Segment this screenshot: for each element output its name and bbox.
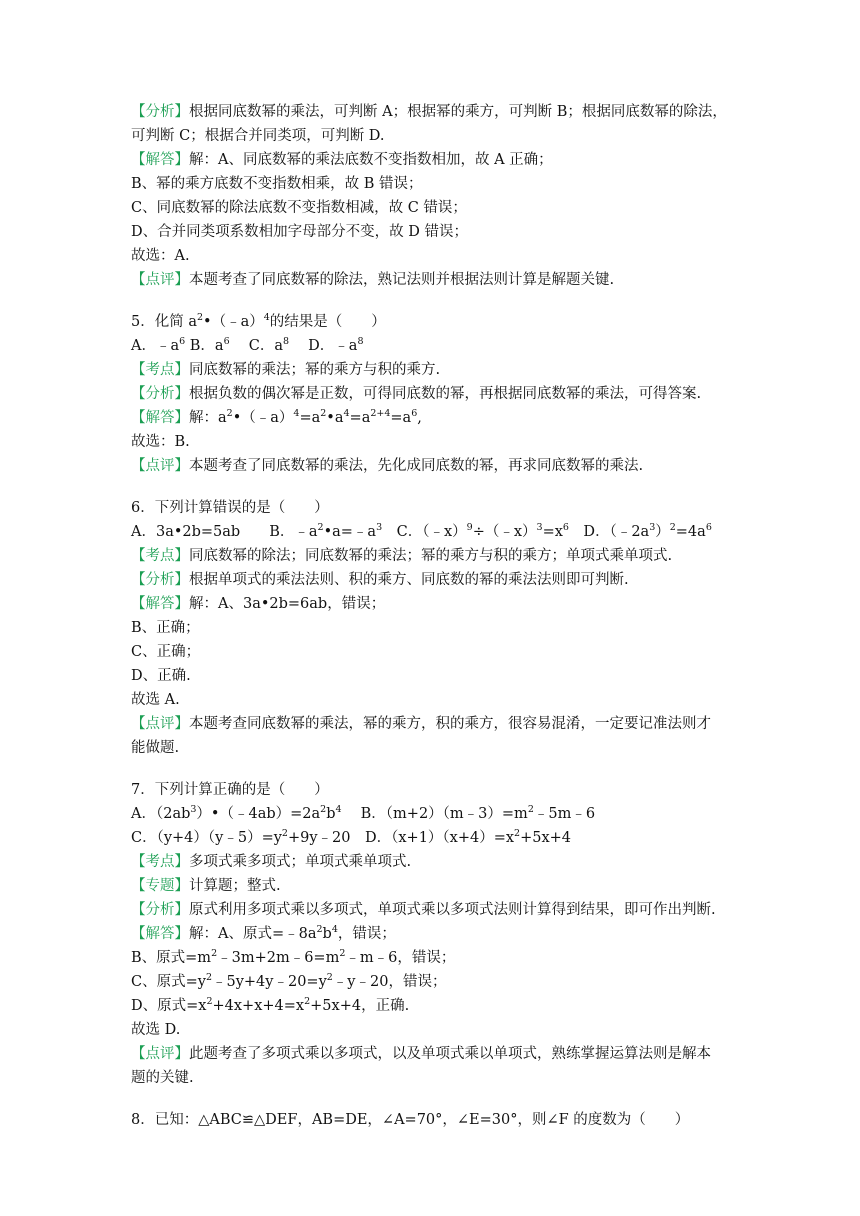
answer-tag: 【解答】: [131, 410, 189, 426]
q7-topic-line: 【专题】计算题；整式.: [131, 878, 281, 894]
q7-answer-line-3: C、原式$=y^2﹣5y+4y﹣20=y^2﹣y﹣20$，错误；: [131, 972, 447, 990]
q4-answer-line-3: C、同底数幂的除法底数不变指数相减，故 C 错误；: [131, 200, 467, 216]
q6-options: A．3a•2b=5ab B．$﹣a^2•a=﹣a^3$ C．$(﹣x)^9\div(﹣x)^3=x^6$ D．$(﹣2a^3)^2=4a^6$: [131, 522, 712, 540]
analysis-tag: 【分析】: [131, 386, 189, 402]
q6-answer-line-3: C、正确；: [131, 644, 201, 660]
q4-analysis-text-2: 可判断 C；根据合并同类项，可判断 D.: [131, 128, 385, 144]
q6-answer-line-4: D、正确.: [131, 668, 191, 684]
q5-conclusion: 故选：B.: [131, 434, 190, 450]
answer-tag: 【解答】: [131, 152, 189, 168]
q7-answer-line-2: B、原式$=m^2﹣3m+2m﹣6=m^2﹣m﹣6$，错误；: [131, 948, 456, 966]
q4-answer-line-2: B、幂的乘方底数不变指数相乘，故 B 错误；: [131, 176, 423, 192]
q7-analysis-line: 【分析】原式利用多项式乘以多项式，单项式乘以多项式法则计算得到结果，即可作出判断.: [131, 902, 716, 918]
comment-tag: 【点评】: [131, 458, 189, 474]
q7-point-line: 【考点】多项式乘多项式；单项式乘单项式.: [131, 854, 412, 870]
q4-answer-line-1: [131, 148, 743, 172]
comment-tag: 【点评】: [131, 272, 189, 288]
q6-answer-line-2: B、正确；: [131, 620, 200, 636]
answer-tag: 【解答】: [131, 596, 189, 612]
q4-answer-text: 解：A、同底数幂的乘法底数不变指数相加，故 A 正确；: [189, 152, 553, 168]
q4-conclusion: 故选：A.: [131, 248, 190, 264]
comment-tag: 【点评】: [131, 1046, 189, 1062]
q7-answer-line-4: D、原式$=x^2+4x+x+4=x^2+5x+4$，正确.: [131, 996, 410, 1014]
comment-tag: 【点评】: [131, 716, 189, 732]
q7-conclusion: 故选 D.: [131, 1022, 181, 1038]
q7-answer-line-1: 【解答】解：A、原式$=﹣8a^2b^4$，错误；: [131, 924, 396, 942]
point-tag: 【考点】: [131, 854, 189, 870]
q4-answer-line-4: D、合并同类项系数相加字母部分不变，故 D 错误；: [131, 224, 468, 240]
q7-comment-line-1: 【点评】此题考查了多项式乘以多项式，以及单项式乘以单项式，熟练掌握运算法则是解本: [131, 1046, 711, 1062]
q6-answer-line-1: 【解答】解：A、3a•2b=6ab，错误；: [131, 596, 386, 612]
q5-stem: 5．化简 $a^2•(﹣a)^4$的结果是（ ）: [131, 312, 386, 330]
q7-comment-line-2: 题的关键.: [131, 1070, 194, 1086]
q5-comment-line: 【点评】本题考查了同底数幂的乘法，先化成同底数的幂，再求同底数幂的乘法.: [131, 458, 644, 474]
q7-options-1: A．$(2ab^3)•(﹣4ab)=2a^2b^4$ B．$(m+2)(m﹣3)=m^2﹣5m﹣6$: [131, 804, 596, 822]
q4-comment-line: [131, 268, 743, 292]
q5-analysis-line: 【分析】根据负数的偶次幂是正数，可得同底数的幂，再根据同底数幂的乘法，可得答案.: [131, 386, 702, 402]
analysis-tag: 【分析】: [131, 902, 189, 918]
point-tag: 【考点】: [131, 548, 189, 564]
q6-conclusion: 故选 A.: [131, 692, 180, 708]
q7-options-2: C．$(y+4)(y﹣5)=y^2+9y﹣20$ D．$(x+1)(x+4)=x^2+5x+4$: [131, 828, 572, 846]
topic-tag: 【专题】: [131, 878, 189, 894]
answer-tag: 【解答】: [131, 926, 189, 942]
analysis-tag: 【分析】: [131, 104, 189, 120]
q4-comment-text: 本题考查了同底数幂的除法，熟记法则并根据法则计算是解题关键.: [189, 272, 615, 288]
q6-comment-line-1: 【点评】本题考查同底数幂的乘法，幂的乘方，积的乘方，很容易混淆，一定要记准法则才: [131, 716, 711, 732]
q6-analysis-line: 【分析】根据单项式的乘法法则、积的乘方、同底数的幂的乘法法则即可判断.: [131, 572, 629, 588]
q4-analysis-text: 根据同底数幂的乘法，可判断 A；根据幂的乘方，可判断 B；根据同底数幂的除法，: [189, 104, 727, 120]
q5-point-line: 【考点】同底数幂的乘法；幂的乘方与积的乘方.: [131, 362, 441, 378]
q6-point-line: 【考点】同底数幂的除法；同底数幂的乘法；幂的乘方与积的乘方；单项式乘单项式.: [131, 548, 673, 564]
q6-stem: 6．下列计算错误的是（ ）: [131, 500, 329, 516]
q5-options: A．$﹣a^6$ B．$a^6$ C．$a^8$ D．$﹣a^8$: [131, 336, 364, 354]
q5-answer-line: 【解答】解：$a^2•(﹣a)^4=a^2•a^4=a^{2+4}=a^6$,: [131, 408, 422, 426]
q8-stem: 8．已知：△ABC≌△DEF，AB=DE，∠A=70°，∠E=30°，则∠F 的度数为（ ）: [131, 1112, 690, 1128]
analysis-tag: 【分析】: [131, 572, 189, 588]
document-page: [131, 100, 743, 1132]
point-tag: 【考点】: [131, 362, 189, 378]
q6-comment-line-2: 能做题.: [131, 740, 180, 756]
q4-analysis-line-1: [131, 100, 743, 124]
q4-analysis-line-2: [131, 124, 743, 148]
q7-stem: 7．下列计算正确的是（ ）: [131, 782, 329, 798]
